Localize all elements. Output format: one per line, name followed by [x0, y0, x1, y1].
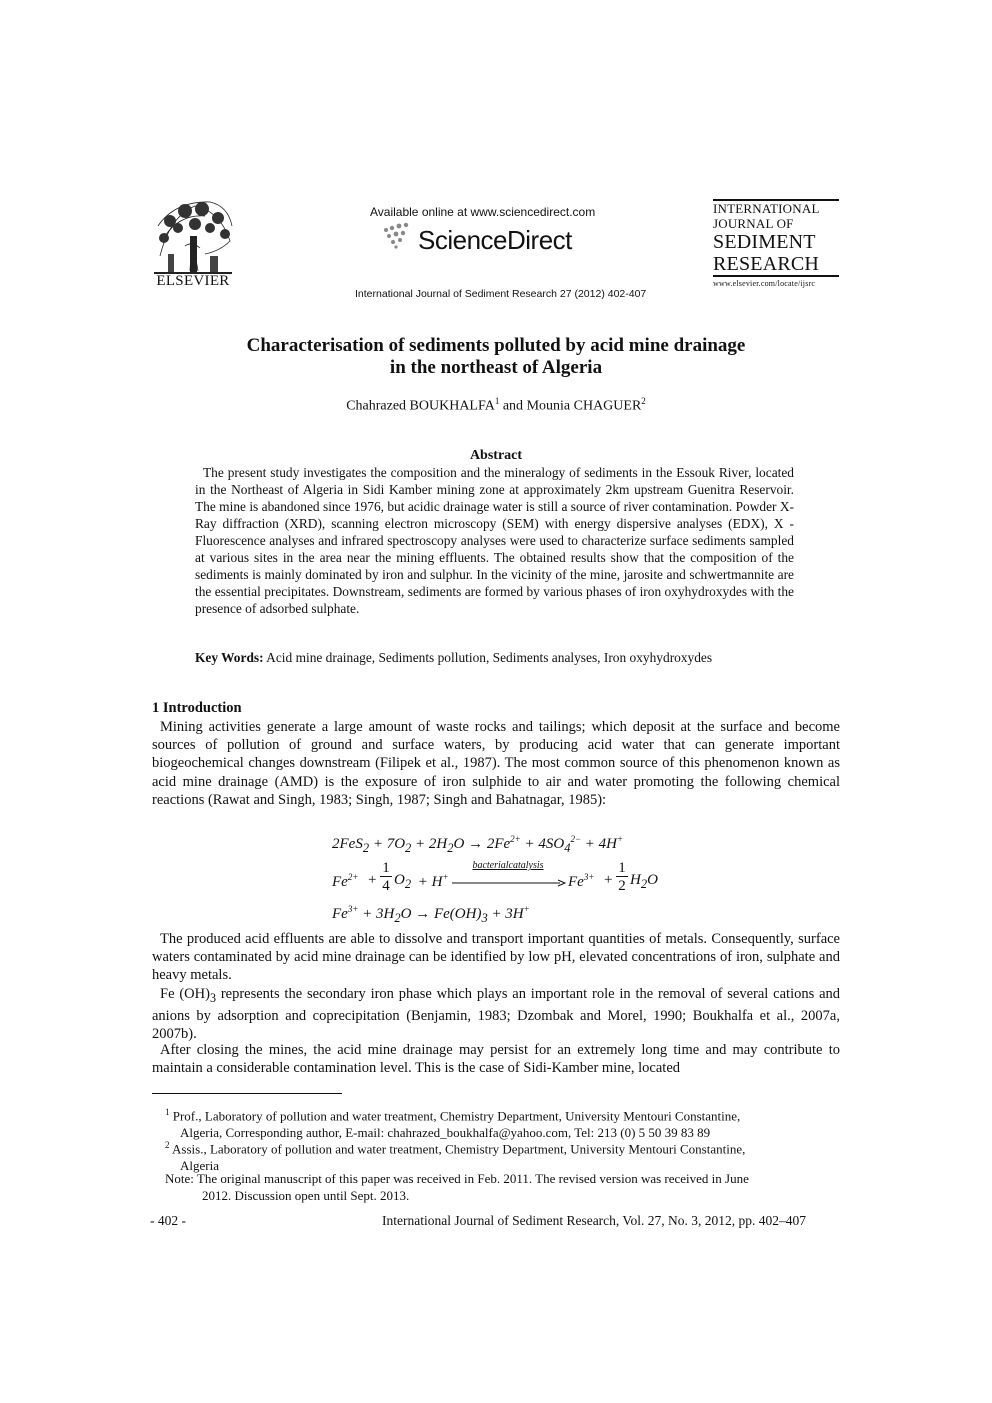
sciencedirect-wordmark: ScienceDirect	[418, 225, 572, 255]
page-number: - 402 -	[150, 1213, 186, 1228]
eq2-h2o	[630, 872, 658, 892]
eq2-plus: +	[368, 872, 377, 888]
eq1-sup: 2+	[510, 834, 521, 844]
eq2-term: O	[394, 872, 405, 888]
note-line-1: Note: The original manuscript of this paper was received in Feb. 2011. The revised version was received in June	[165, 1171, 749, 1186]
eq2-term: O	[647, 872, 658, 888]
eq3-term: O → Fe(OH)	[400, 906, 482, 922]
p3-rest: represents the secondary iron phase which plays an important role in the removal of several cations and anions by adsorption and coprecipitation (Benjamin, 1983; Dzombak and Morel, 1990; Boukhalfa et al., 2007a, 2007b).	[152, 986, 840, 1043]
article-title	[150, 335, 842, 379]
eq1-sub: 2	[405, 841, 412, 855]
logo-line-international: INTERNATIONAL	[713, 201, 820, 216]
eq1-term: + 2H	[411, 836, 448, 852]
eq2-sup: 2+	[347, 872, 359, 882]
reaction-arrow-icon	[452, 879, 566, 887]
eq3-term: + 3H	[487, 906, 524, 922]
footnote-1-line-1: Prof., Laboratory of pollution and water treatment, Chemistry Department, University Mentouri Constantine,	[169, 1108, 741, 1124]
note-line-2: 2012. Discussion open until Sept. 2013.	[202, 1187, 410, 1203]
chemical-equations	[330, 832, 690, 928]
footnote-2-line-2: Algeria	[180, 1157, 219, 1173]
section-heading-introduction: 1 Introduction	[152, 700, 242, 716]
keywords-label: Key Words:	[195, 650, 264, 665]
eq2-sub: 2	[404, 877, 412, 891]
author-conjunction: and	[499, 398, 527, 414]
eq1-term: O → 2Fe	[453, 836, 511, 852]
eq1-sup: +	[617, 834, 624, 844]
author-line	[150, 396, 842, 415]
eq2-term: H	[630, 872, 641, 888]
intro-paragraph-4: After closing the mines, the acid mine drainage may persist for an extremely long time and may contribute to maintain a considerable contamination level. This is the case of Sidi-Kamber mine, located	[152, 1042, 840, 1077]
eq1-sup: 2−	[570, 834, 582, 844]
keywords-list: Acid mine drainage, Sediments pollution, Sediments analyses, Iron oxyhydroxydes	[263, 650, 713, 665]
logo-line-journal-of: JOURNAL OF	[713, 216, 794, 231]
eq1-term: + 7O	[369, 836, 406, 852]
eq2-plus: +	[604, 872, 613, 888]
footnote-1-line-2: Algeria, Corresponding author, E-mail: chahrazed_boukhalfa@yahoo.com, Tel: 213 (0) 5 50 39 83 89	[180, 1124, 711, 1140]
footnote-divider	[152, 1093, 342, 1094]
eq1-term: + 4H	[581, 836, 618, 852]
available-online-text: Available online at www.sciencedirect.com	[370, 205, 596, 219]
eq3-term: Fe	[332, 906, 348, 922]
elsevier-wordmark: ELSEVIER	[156, 273, 230, 289]
equation-1	[332, 834, 623, 856]
p3-fe-oh: Fe (OH)	[160, 986, 210, 1002]
footnote-1-mark: 1	[165, 1107, 170, 1117]
eq3-term: + 3H	[358, 906, 395, 922]
eq2-numerator: 1	[380, 860, 392, 877]
intro-paragraph-2: The produced acid effluents are able to dissolve and transport important quantities of metals. Consequently, surface waters contaminated by acid mine drainage can be identified by low pH, elevated concentrations of iron, sulphate and heavy metals.	[152, 931, 840, 984]
author-1: Chahrazed BOUKHALFA	[346, 398, 495, 414]
footnote-2-mark: 2	[165, 1140, 170, 1150]
eq3-sup: +	[523, 904, 530, 914]
eq3-sub: 2	[394, 911, 401, 925]
journal-reference-line: International Journal of Sediment Research 27 (2012) 402-407	[355, 288, 647, 300]
logo-line-sediment: SEDIMENT	[713, 231, 816, 253]
footnote-2-line-1: Assis., Laboratory of pollution and water treatment, Chemistry Department, University Mentouri Constantine,	[169, 1141, 746, 1157]
eq2-term: Fe	[568, 874, 584, 890]
footer-citation: International Journal of Sediment Research, Vol. 27, No. 3, 2012, pp. 402–407	[382, 1213, 806, 1228]
intro-paragraph-3	[152, 985, 840, 1044]
eq2-h	[414, 872, 449, 891]
eq2-term: Fe	[332, 874, 348, 890]
eq2-numerator: 1	[616, 860, 628, 877]
sciencedirect-dots-icon	[382, 222, 412, 250]
eq2-sup: +	[442, 872, 449, 882]
manuscript-note	[165, 1171, 825, 1204]
logo-line-research: RESEARCH	[713, 253, 820, 275]
eq2-catalysis-label: bacterialcatalysis	[472, 860, 544, 871]
eq2-denominator: 4	[382, 878, 390, 894]
footnote-1	[165, 1104, 825, 1141]
eq2-fe3	[568, 872, 594, 891]
ijsr-journal-logo	[713, 199, 839, 288]
title-line-2: in the northeast of Algeria	[389, 357, 603, 378]
eq1-term: 2FeS	[332, 836, 363, 852]
logo-bottom-rule	[713, 275, 839, 277]
eq1-term: + 4SO	[520, 836, 565, 852]
author-2: Mounia CHAGUER	[526, 398, 642, 414]
keywords	[195, 650, 815, 666]
abstract-heading: Abstract	[469, 448, 523, 463]
title-line-1: Characterisation of sediments polluted by acid mine drainage	[246, 335, 746, 356]
eq3-sub: 3	[481, 911, 488, 925]
eq2-fe	[332, 872, 358, 891]
equation-3	[332, 904, 530, 926]
eq1-sub: 2	[362, 841, 370, 855]
eq2-denominator: 2	[618, 878, 626, 894]
eq3-sup: 3+	[347, 904, 359, 914]
eq2-sup: 3+	[583, 872, 595, 882]
p3-sub: 3	[209, 990, 216, 1005]
eq1-sub: 2	[447, 841, 454, 855]
eq1-sub: 4	[564, 841, 571, 855]
eq2-o2	[394, 872, 411, 892]
logo-url: www.elsevier.com/locate/ijsrc	[713, 279, 816, 288]
intro-paragraph-1: Mining activities generate a large amount of waste rocks and tailings; which deposit at the surface and become sources of pollution of ground and surface waters, by producing acid water that can generate important biogeochemical changes downstream (Filipek et al., 1987). The most common source of this phenomenon known as acid mine drainage (AMD) is the exposure of iron sulphide to air and water promoting the following chemical reactions (Rawat and Singh, 1983; Singh, 1987; Singh and Bahatnagar, 1985):	[152, 719, 840, 808]
eq2-sub: 2	[640, 877, 648, 891]
author-1-mark: 1	[494, 396, 500, 406]
abstract-body: The present study investigates the composition and the mineralogy of sediments in the Essouk River, located in the Northeast of Algeria in Sidi Kamber mining zone at approximately 2km upstream Guenitra Reservoir. The mine is abandoned since 1976, but acidic drainage water is still a source of river contamination. Powder X-Ray diffraction (XRD), scanning electron microscopy (SEM) with energy dispersive analyses (EDX), X -Fluorescence analyses and infrared spectroscopy analyses were used to characterize surface sediments sampled at various sites in the area near the mining effluents. The obtained results show that the composition of the sediments is mainly dominated by iron and sulphur. In the vicinity of the mine, jarosite and schwertmannite are the essential precipitates. Downstream, sediments are formed by various phases of iron oxyhydroxydes with the presence of adsorbed sulphate.	[195, 465, 794, 616]
author-2-mark: 2	[641, 396, 646, 406]
eq2-term: + H	[414, 874, 443, 890]
footnote-2	[165, 1137, 825, 1174]
